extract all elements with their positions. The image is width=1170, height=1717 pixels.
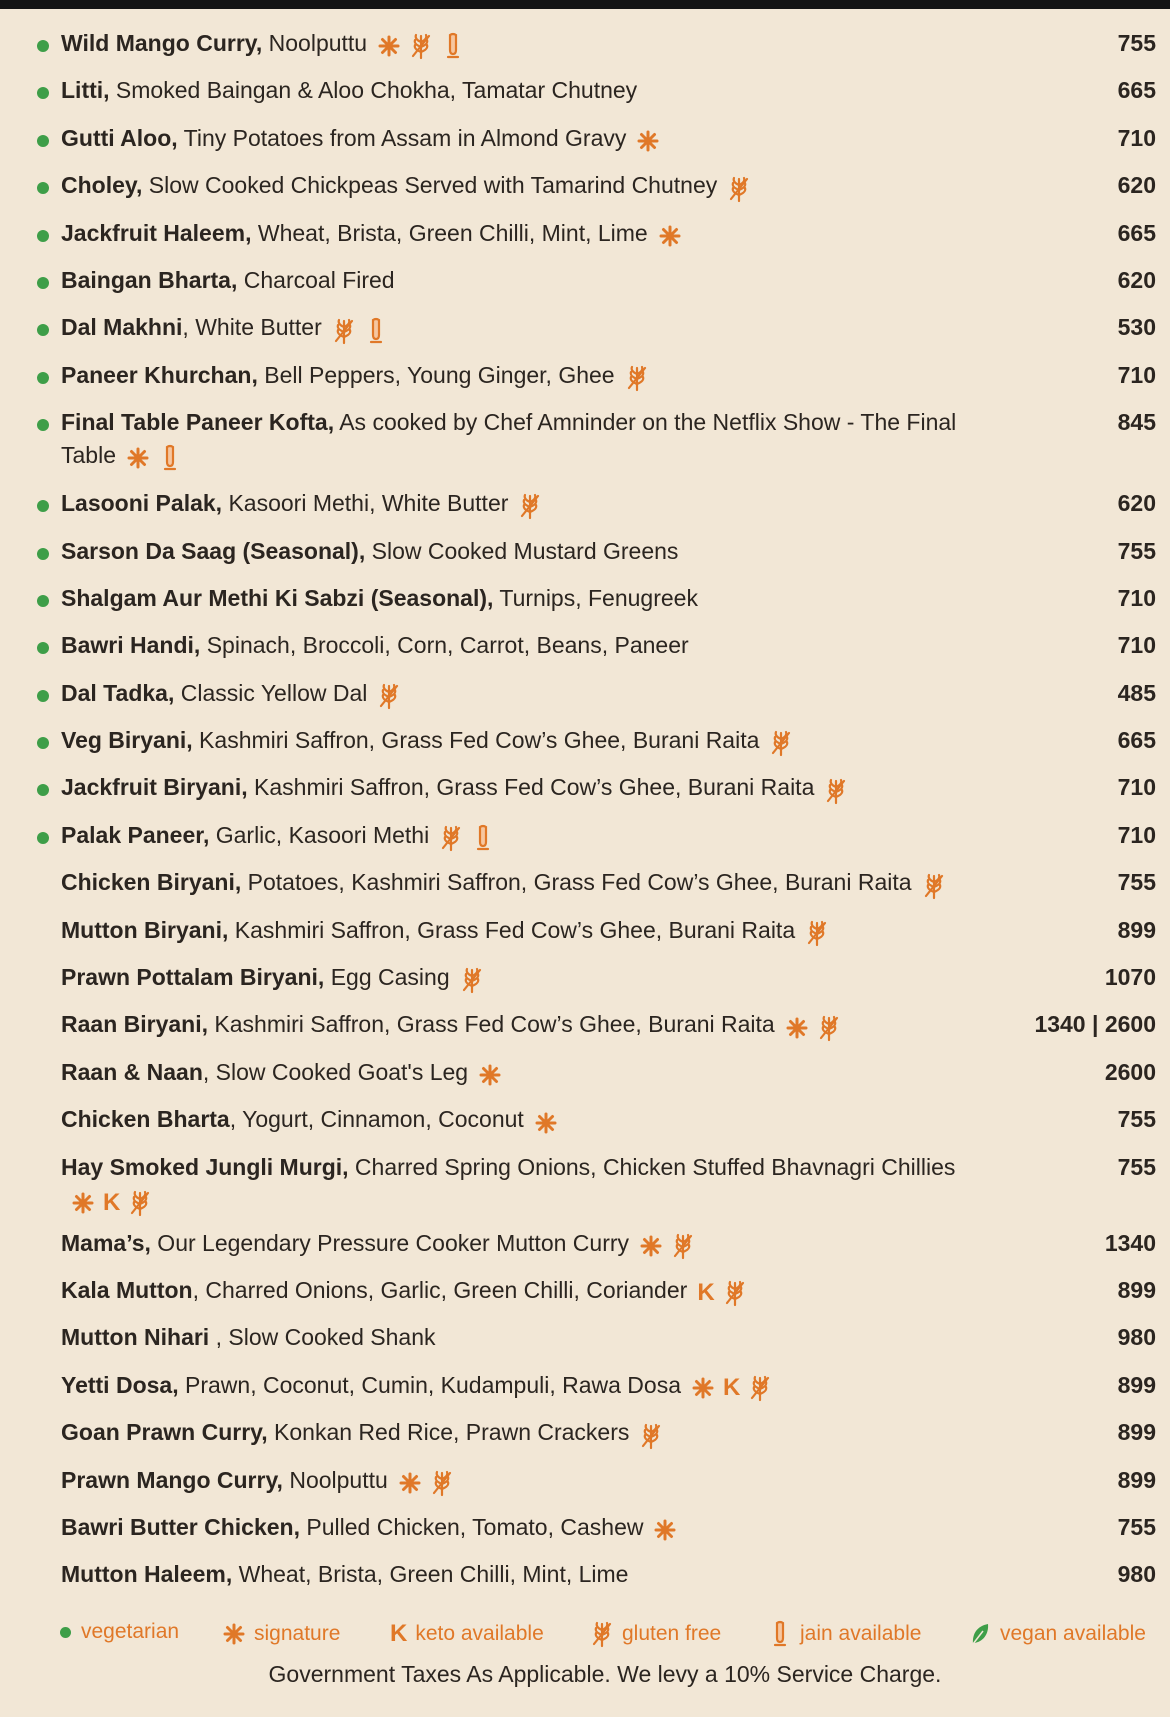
menu-item-name: Sarson Da Saag (Seasonal),	[61, 537, 366, 564]
wheat-icon	[748, 1374, 772, 1402]
menu-item-price: 755	[1117, 1513, 1156, 1540]
menu-item-price: 1340	[1104, 1229, 1156, 1256]
menu-item	[0, 958, 1170, 1005]
jain-icon	[768, 1620, 792, 1648]
menu-item-description	[61, 1103, 971, 1137]
menu-item-description	[61, 1464, 971, 1498]
menu-item-name: Bawri Handi,	[61, 632, 201, 659]
vegetarian-dot-icon	[37, 642, 49, 654]
dietary-icons	[126, 441, 190, 474]
menu-item-name: Wild Mango Curry,	[61, 30, 263, 56]
wheat-icon	[817, 1014, 841, 1042]
dietary-icons	[639, 1418, 671, 1451]
menu-item-name: Choley,	[61, 172, 143, 199]
wheat-icon	[430, 1469, 454, 1497]
menu-item	[0, 308, 1170, 355]
menu-item-details: Kashmiri Saffron, Grass Fed Cow’s Ghee, Burani Raita	[208, 1011, 775, 1038]
menu-item-description	[61, 487, 971, 521]
menu-item-description	[61, 724, 971, 758]
menu-item-price: 665	[1117, 727, 1156, 754]
dietary-icons	[691, 1370, 780, 1403]
menu-item-details: Egg Casing	[324, 964, 450, 991]
menu-item	[0, 1148, 1170, 1224]
wheat-icon	[824, 777, 848, 805]
jain-icon	[158, 444, 182, 472]
menu-item-description	[61, 1151, 971, 1218]
menu-item-name: Mama’s,	[61, 1229, 151, 1256]
signature-icon	[126, 444, 150, 472]
menu-item-description	[61, 311, 971, 345]
menu-item-name: Lasooni Palak,	[61, 490, 223, 517]
legend-label: vegan available	[1000, 1622, 1146, 1645]
menu-item	[0, 484, 1170, 531]
menu-item-price: 710	[1117, 774, 1156, 801]
menu-item-price: 1070	[1104, 964, 1156, 991]
menu-item-name: Final Table Paneer Kofta,	[61, 409, 335, 436]
dietary-icons	[460, 962, 492, 995]
legend-label: signature	[254, 1622, 341, 1645]
vegetarian-dot-icon	[37, 135, 49, 147]
menu-item	[0, 24, 1170, 71]
menu-item-price: 899	[1117, 1276, 1156, 1303]
dietary-icons	[439, 820, 503, 853]
legend-gluten	[590, 1620, 721, 1648]
vegetarian-dot-icon	[37, 87, 49, 99]
menu-item-price: 755	[1117, 869, 1156, 896]
vegetarian-dot-icon	[37, 324, 49, 336]
menu-item-name: Hay Smoked Jungli Murgi,	[61, 1153, 349, 1180]
signature-icon	[785, 1014, 809, 1042]
menu-item-description	[61, 1227, 971, 1261]
wheat-icon	[409, 32, 433, 60]
vegetarian-dot-icon	[37, 182, 49, 194]
menu-item-name: Mutton Biryani,	[61, 916, 229, 943]
vegetarian-dot-icon	[37, 500, 49, 512]
menu-item-price: 755	[1117, 537, 1156, 564]
menu-item-details: , Yogurt, Cinnamon, Coconut	[229, 1106, 524, 1133]
menu-item-description	[61, 677, 971, 711]
menu-item-price: 710	[1117, 584, 1156, 611]
menu-item-details: Slow Cooked Chickpeas Served with Tamarind Chutney	[142, 172, 718, 199]
keto-icon: K	[390, 1620, 408, 1647]
menu-item-details: Noolputtu	[262, 30, 368, 56]
wheat-icon	[128, 1189, 152, 1217]
menu-item	[0, 1318, 1170, 1365]
dietary-icons	[625, 360, 657, 393]
menu-item-details: Kasoori Methi, White Butter	[222, 490, 509, 517]
menu-item-details: Noolputtu	[282, 1466, 388, 1493]
menu-item	[0, 721, 1170, 768]
dietary-icons	[805, 915, 837, 948]
menu-item-details: Garlic, Kasoori Methi	[209, 821, 430, 848]
signature-icon	[639, 1232, 663, 1260]
menu-item-description	[61, 1321, 971, 1354]
leaf-icon	[968, 1620, 992, 1648]
menu-item-description	[61, 217, 971, 251]
keto-icon: K	[697, 1279, 715, 1307]
menu-item-details: , White Butter	[182, 314, 322, 341]
menu-item-description	[61, 1511, 971, 1545]
menu-item	[0, 166, 1170, 213]
menu-item	[0, 768, 1170, 815]
menu-item-details: Classic Yellow Dal	[174, 679, 368, 706]
menu-item-description	[61, 866, 971, 900]
dietary-icons	[377, 28, 473, 61]
menu-item-price: 665	[1117, 77, 1156, 104]
wheat-icon	[922, 872, 946, 900]
signature-icon	[71, 1189, 95, 1217]
menu-item-description	[61, 535, 971, 568]
menu-item-price: 980	[1117, 1561, 1156, 1588]
vegetarian-dot-icon	[37, 737, 49, 749]
vegetarian-dot-icon	[37, 548, 49, 560]
menu-item-name: Mutton Nihari	[61, 1324, 210, 1351]
menu-item	[0, 579, 1170, 626]
menu-item	[0, 1005, 1170, 1052]
vegetarian-dot-icon	[37, 277, 49, 289]
menu-item-name: Jackfruit Haleem,	[61, 219, 252, 246]
menu-item	[0, 816, 1170, 863]
menu-item	[0, 356, 1170, 403]
wheat-icon	[460, 966, 484, 994]
menu-item-price: 899	[1117, 1371, 1156, 1398]
signature-icon	[658, 222, 682, 250]
wheat-icon	[625, 364, 649, 392]
vegetarian-dot-icon	[37, 419, 49, 431]
dietary-icons	[518, 489, 550, 522]
menu-item-details: Pulled Chicken, Tomato, Cashew	[300, 1513, 644, 1540]
signature-icon	[222, 1620, 246, 1648]
menu-item-price: 755	[1117, 1106, 1156, 1133]
menu-item-details: Our Legendary Pressure Cooker Mutton Curry	[150, 1229, 630, 1256]
menu-item-price: 755	[1117, 30, 1156, 56]
menu-item-name: Baingan Bharta,	[61, 266, 238, 293]
dietary-icons	[653, 1512, 685, 1545]
menu-item-name: Shalgam Aur Methi Ki Sabzi (Seasonal),	[61, 584, 494, 611]
dietary-icons	[377, 678, 409, 711]
menu-item-name: Mutton Haleem,	[61, 1561, 233, 1588]
menu-item-details: , Slow Cooked Shank	[209, 1324, 436, 1351]
menu-item-details: Tiny Potatoes from Assam in Almond Gravy	[177, 124, 627, 151]
vegetarian-dot-icon	[60, 1627, 71, 1638]
signature-icon	[636, 127, 660, 155]
menu-item-name: Goan Prawn Curry,	[61, 1419, 268, 1446]
menu-item-details: Prawn, Coconut, Cumin, Kudampuli, Rawa Dosa	[178, 1371, 682, 1398]
footer-note: Government Taxes As Applicable. We levy a 10% Service Charge.	[268, 1661, 942, 1687]
menu-item-name: Raan & Naan	[61, 1058, 203, 1085]
menu-item	[0, 403, 1170, 484]
dietary-icons	[824, 773, 856, 806]
menu-list	[0, 24, 1170, 1603]
dietary-icons	[71, 1185, 160, 1218]
legend-label: vegetarian	[81, 1620, 180, 1643]
menu-item-price: 710	[1117, 361, 1156, 388]
dietary-icons	[658, 218, 690, 251]
wheat-icon	[769, 729, 793, 757]
top-bar	[0, 0, 1170, 9]
menu-item-name: Yetti Dosa,	[61, 1371, 179, 1398]
jain-icon	[471, 824, 495, 852]
menu-item-details: Charred Spring Onions, Chicken Stuffed Bhavnagri Chillies	[348, 1153, 956, 1180]
menu-item-description	[61, 359, 971, 393]
menu-item-details: Smoked Baingan & Aloo Chokha, Tamatar Chutney	[109, 77, 638, 104]
menu-item-name: Jackfruit Biryani,	[61, 774, 248, 801]
signature-icon	[377, 32, 401, 60]
menu-item	[0, 1555, 1170, 1602]
menu-item-price: 845	[1117, 409, 1156, 436]
menu-item-name: Raan Biryani,	[61, 1011, 208, 1038]
menu-item-details: Turnips, Fenugreek	[493, 584, 698, 611]
vegetarian-dot-icon	[37, 40, 49, 52]
menu-item	[0, 863, 1170, 910]
menu-item-description	[61, 771, 971, 805]
keto-icon: K	[103, 1188, 121, 1216]
wheat-icon	[639, 1422, 663, 1450]
signature-icon	[478, 1061, 502, 1089]
jain-icon	[364, 317, 388, 345]
dietary-icons	[332, 313, 396, 346]
signature-icon	[653, 1516, 677, 1544]
menu-item-price: 485	[1117, 679, 1156, 706]
menu-item	[0, 1413, 1170, 1460]
menu-item-price: 620	[1117, 172, 1156, 199]
wheat-icon	[377, 682, 401, 710]
menu-item-details: Kashmiri Saffron, Grass Fed Cow’s Ghee, Burani Raita	[247, 774, 815, 801]
menu-item	[0, 1053, 1170, 1100]
menu-item-name: Bawri Butter Chicken,	[61, 1513, 300, 1540]
menu-item-details: , Slow Cooked Goat's Leg	[202, 1058, 469, 1085]
menu-item-price: 755	[1117, 1153, 1156, 1180]
menu-item-price: 1340 | 2600	[1034, 1011, 1156, 1038]
menu-item-price: 980	[1117, 1324, 1156, 1351]
menu-item-description	[61, 1274, 971, 1308]
menu-item-name: Paneer Khurchan,	[61, 361, 258, 388]
menu-item	[0, 1271, 1170, 1318]
menu-item-description	[61, 582, 971, 615]
menu-item-price: 899	[1117, 916, 1156, 943]
menu-item-description	[61, 122, 971, 156]
legend-keto	[390, 1620, 544, 1648]
menu-item	[0, 1224, 1170, 1271]
wheat-icon	[671, 1232, 695, 1260]
menu-item-details: Kashmiri Saffron, Grass Fed Cow’s Ghee, Burani Raita	[228, 916, 796, 943]
menu-item	[0, 119, 1170, 166]
vegetarian-dot-icon	[37, 372, 49, 384]
signature-icon	[691, 1374, 715, 1402]
menu-item-description	[61, 914, 971, 948]
menu-item	[0, 1461, 1170, 1508]
wheat-icon	[439, 824, 463, 852]
menu-item-details: Konkan Red Rice, Prawn Crackers	[267, 1419, 630, 1446]
menu-item	[0, 626, 1170, 673]
menu-item-description	[61, 406, 971, 473]
menu-item-details: Wheat, Brista, Green Chilli, Mint, Lime	[251, 219, 648, 246]
menu-item	[0, 71, 1170, 118]
vegetarian-dot-icon	[37, 784, 49, 796]
menu-item-price: 899	[1117, 1419, 1156, 1446]
menu-item-price: 530	[1117, 314, 1156, 341]
dietary-icons	[398, 1465, 462, 1498]
menu-item-description	[61, 819, 971, 853]
menu-item-name: Chicken Biryani,	[61, 869, 242, 896]
keto-icon: K	[723, 1374, 741, 1402]
menu-item-name: Prawn Pottalam Biryani,	[61, 964, 325, 991]
menu-item-description	[61, 27, 971, 61]
wheat-icon	[518, 492, 542, 520]
menu-item-name: Chicken Bharta	[61, 1106, 230, 1133]
menu-item	[0, 1100, 1170, 1147]
menu-item-name: Veg Biryani,	[61, 727, 193, 754]
menu-item-description	[61, 629, 971, 662]
dietary-icons	[785, 1010, 849, 1043]
menu-item-name: Gutti Aloo,	[61, 124, 178, 151]
menu-item-details: Charcoal Fired	[237, 266, 395, 293]
legend-jain	[768, 1620, 921, 1648]
vegetarian-dot-icon	[37, 690, 49, 702]
legend	[0, 1614, 1170, 1658]
wheat-icon	[727, 175, 751, 203]
menu-item-details: Potatoes, Kashmiri Saffron, Grass Fed Cow’s Ghee, Burani Raita	[241, 869, 912, 896]
menu-item-price: 899	[1117, 1466, 1156, 1493]
menu-item-price: 620	[1117, 490, 1156, 517]
menu-item-price: 665	[1117, 219, 1156, 246]
dietary-icons	[769, 726, 801, 759]
menu-item-details: Wheat, Brista, Green Chilli, Mint, Lime	[232, 1561, 629, 1588]
menu-item-description	[61, 1056, 971, 1090]
dietary-icons	[478, 1057, 510, 1090]
menu-item-name: Kala Mutton	[61, 1276, 193, 1303]
dietary-icons	[636, 123, 668, 156]
menu-item-description	[61, 1416, 971, 1450]
legend-vegan	[968, 1620, 1146, 1648]
wheat-icon	[805, 919, 829, 947]
menu-item	[0, 1508, 1170, 1555]
signature-icon	[534, 1109, 558, 1137]
menu-item	[0, 674, 1170, 721]
menu-item-name: Litti,	[61, 77, 110, 104]
vegetarian-dot-icon	[37, 832, 49, 844]
menu-item	[0, 911, 1170, 958]
menu-item-details: Kashmiri Saffron, Grass Fed Cow’s Ghee, Burani Raita	[192, 727, 760, 754]
menu-item	[0, 214, 1170, 261]
legend-label: gluten free	[622, 1622, 722, 1645]
menu-item-details: Bell Peppers, Young Ginger, Ghee	[257, 361, 615, 388]
menu-item-details: Slow Cooked Mustard Greens	[365, 537, 679, 564]
vegetarian-dot-icon	[37, 595, 49, 607]
dietary-icons	[922, 868, 954, 901]
menu-item-description	[61, 264, 971, 297]
legend-vegetarian	[60, 1620, 179, 1644]
menu-item-description	[61, 1558, 971, 1591]
menu-item-details: Spinach, Broccoli, Corn, Carrot, Beans, Paneer	[200, 632, 689, 659]
menu-item-name: Dal Tadka,	[61, 679, 175, 706]
signature-icon	[398, 1469, 422, 1497]
legend-label: keto available	[415, 1622, 544, 1645]
menu-item	[0, 261, 1170, 308]
menu-item-description	[61, 1008, 971, 1042]
jain-icon	[441, 32, 465, 60]
wheat-icon	[590, 1620, 614, 1648]
menu-item-description	[61, 1369, 971, 1403]
menu-item	[0, 532, 1170, 579]
dietary-icons	[534, 1105, 566, 1138]
menu-item-price: 710	[1117, 632, 1156, 659]
wheat-icon	[723, 1279, 747, 1307]
legend-label: jain available	[800, 1622, 922, 1645]
menu-item-description	[61, 169, 971, 203]
menu-item	[0, 1366, 1170, 1413]
menu-item-price: 2600	[1104, 1058, 1156, 1085]
dietary-icons	[639, 1228, 703, 1261]
menu-item-name: Palak Paneer,	[61, 821, 210, 848]
menu-item-price: 710	[1117, 124, 1156, 151]
wheat-icon	[332, 317, 356, 345]
menu-item-details: As cooked by Chef Amninder on the Netflix Show - The Final Table	[61, 409, 957, 469]
menu-item-description	[61, 74, 971, 107]
menu-item-price: 620	[1117, 266, 1156, 293]
vegetarian-dot-icon	[37, 230, 49, 242]
menu-item-name: Prawn Mango Curry,	[61, 1466, 283, 1493]
menu-item-name: Dal Makhni	[61, 314, 183, 341]
dietary-icons	[727, 171, 759, 204]
dietary-icons	[697, 1275, 754, 1308]
menu-item-details: , Charred Onions, Garlic, Green Chilli, Coriander	[192, 1276, 688, 1303]
menu-item-price: 710	[1117, 821, 1156, 848]
menu-item-description	[61, 961, 971, 995]
legend-signature	[222, 1620, 340, 1648]
